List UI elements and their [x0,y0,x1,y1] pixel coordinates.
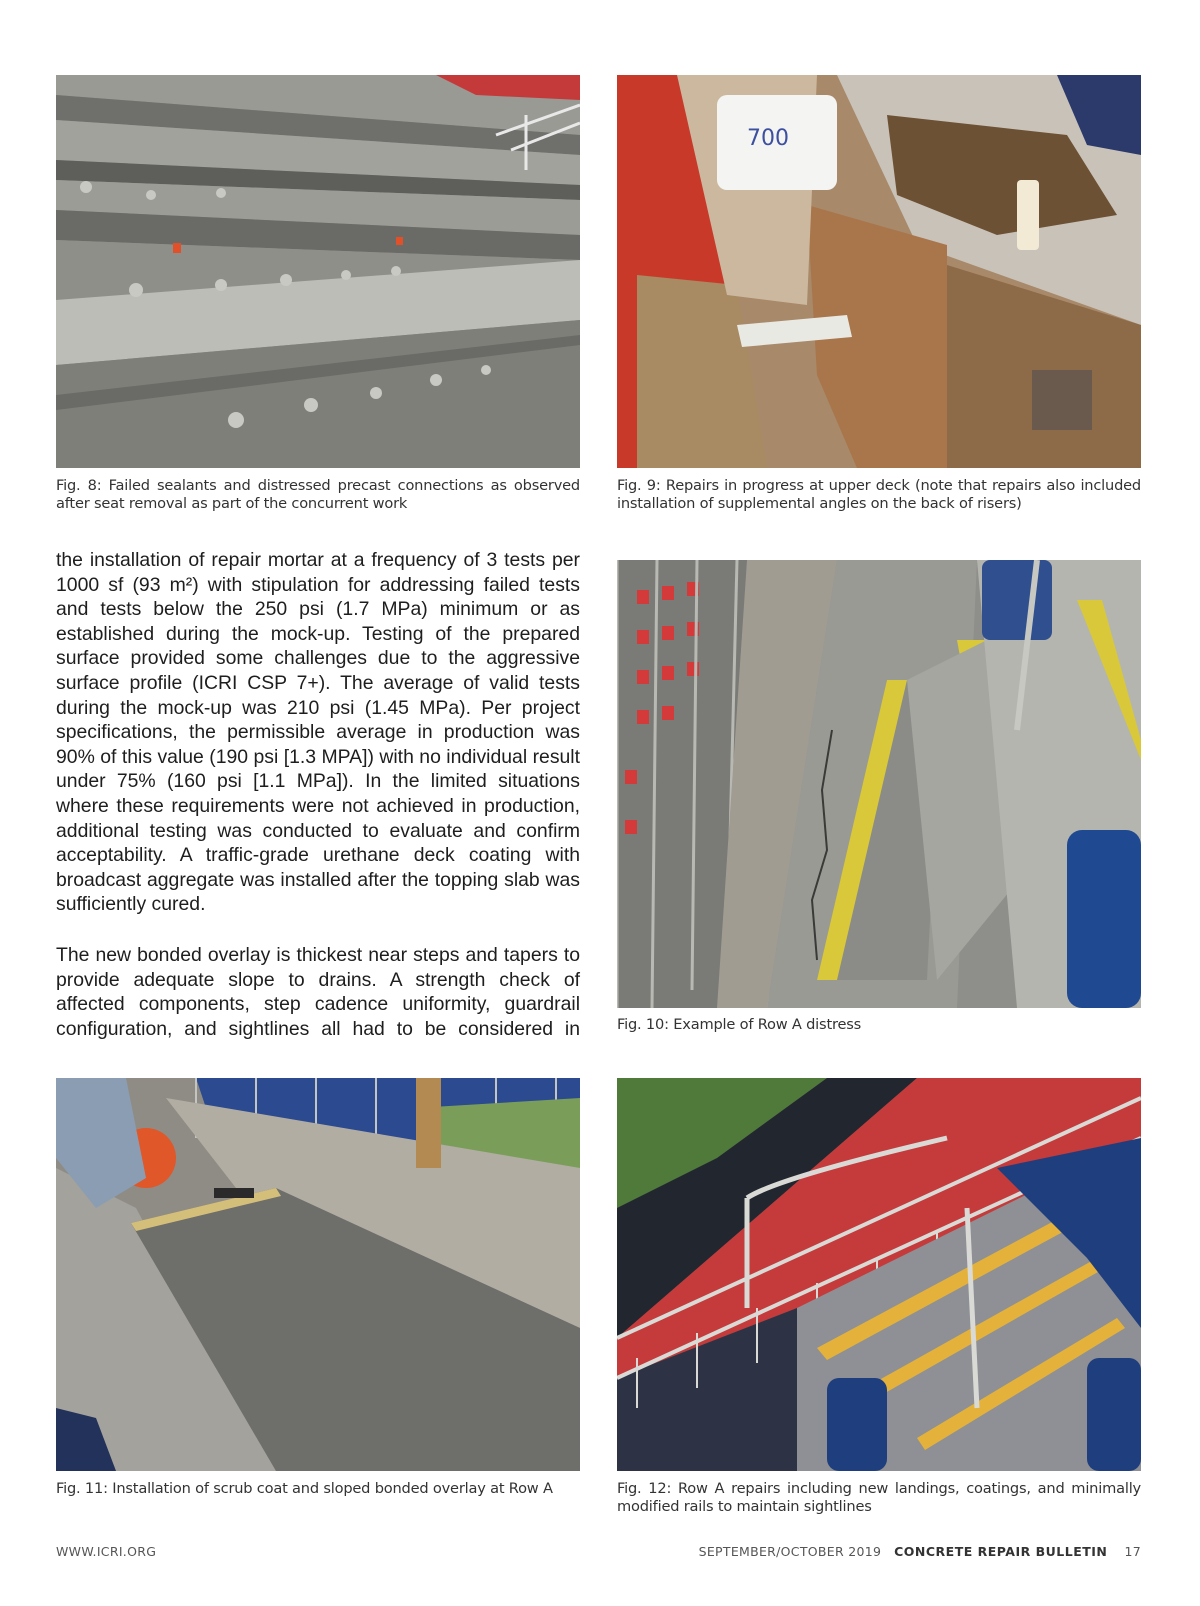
footer-page-number: 17 [1124,1544,1141,1559]
footer-issue: SEPTEMBER/OCTOBER 2019 [698,1544,882,1559]
figure-11-caption: Fig. 11: Installation of scrub coat and sloped bonded overlay at Row A [56,1480,553,1497]
figure-9-photo [617,75,1141,468]
figure-8-caption: Fig. 8: Failed sealants and distressed precast connections as observed after seat removal as part of the concurrent work [56,477,580,512]
figure-12-photo [617,1078,1141,1471]
figure-9-caption: Fig. 9: Repairs in progress at upper deck (note that repairs also included installation of supplemental angles on the back of risers) [617,477,1141,512]
body-paragraph-2: The new bonded overlay is thickest near steps and tapers to provide adequate slope to drains. A strength check of affected components, step cadence uniformity, guardrail configuration, and sightlines all had to be considered in [56,944,580,1040]
figure-8-photo [56,75,580,468]
body-paragraph-1: the installation of repair mortar at a frequency of 3 tests per 1000 sf (93 m²) with stipulation for addressing failed tests and tests below the 250 psi (1.7 MPa) minimum or as established during the mock-up. Testing of the prepared surface provided some challenges due to the aggressive surface profile (ICRI CSP 7+). The average of valid tests during the mock-up was 210 psi (1.45 MPa). Per project specifications, the permissible average in production was 90% of this value (190 psi [1.3 MPA]) with no individual result under 75% (160 psi [1.1 MPa]). In the limited situations where these requirements were not achieved in production, additional testing was conducted to evaluate and confirm acceptability. A traffic-grade urethane deck coating with broadcast aggregate was installed after the topping slab was sufficiently cured. [56,549,580,916]
svg-text:700: 700 [747,126,789,151]
footer-website: WWW.ICRI.ORG [56,1544,157,1559]
figure-10-caption: Fig. 10: Example of Row A distress [617,1016,862,1033]
figure-10-photo [617,560,1141,1008]
footer-right [699,1544,1141,1559]
figure-12-caption: Fig. 12: Row A repairs including new landings, coatings, and minimally modified rails to maintain sightlines [617,1480,1141,1515]
figure-11-photo [56,1078,580,1471]
footer-publication: CONCRETE REPAIR BULLETIN [894,1544,1108,1559]
